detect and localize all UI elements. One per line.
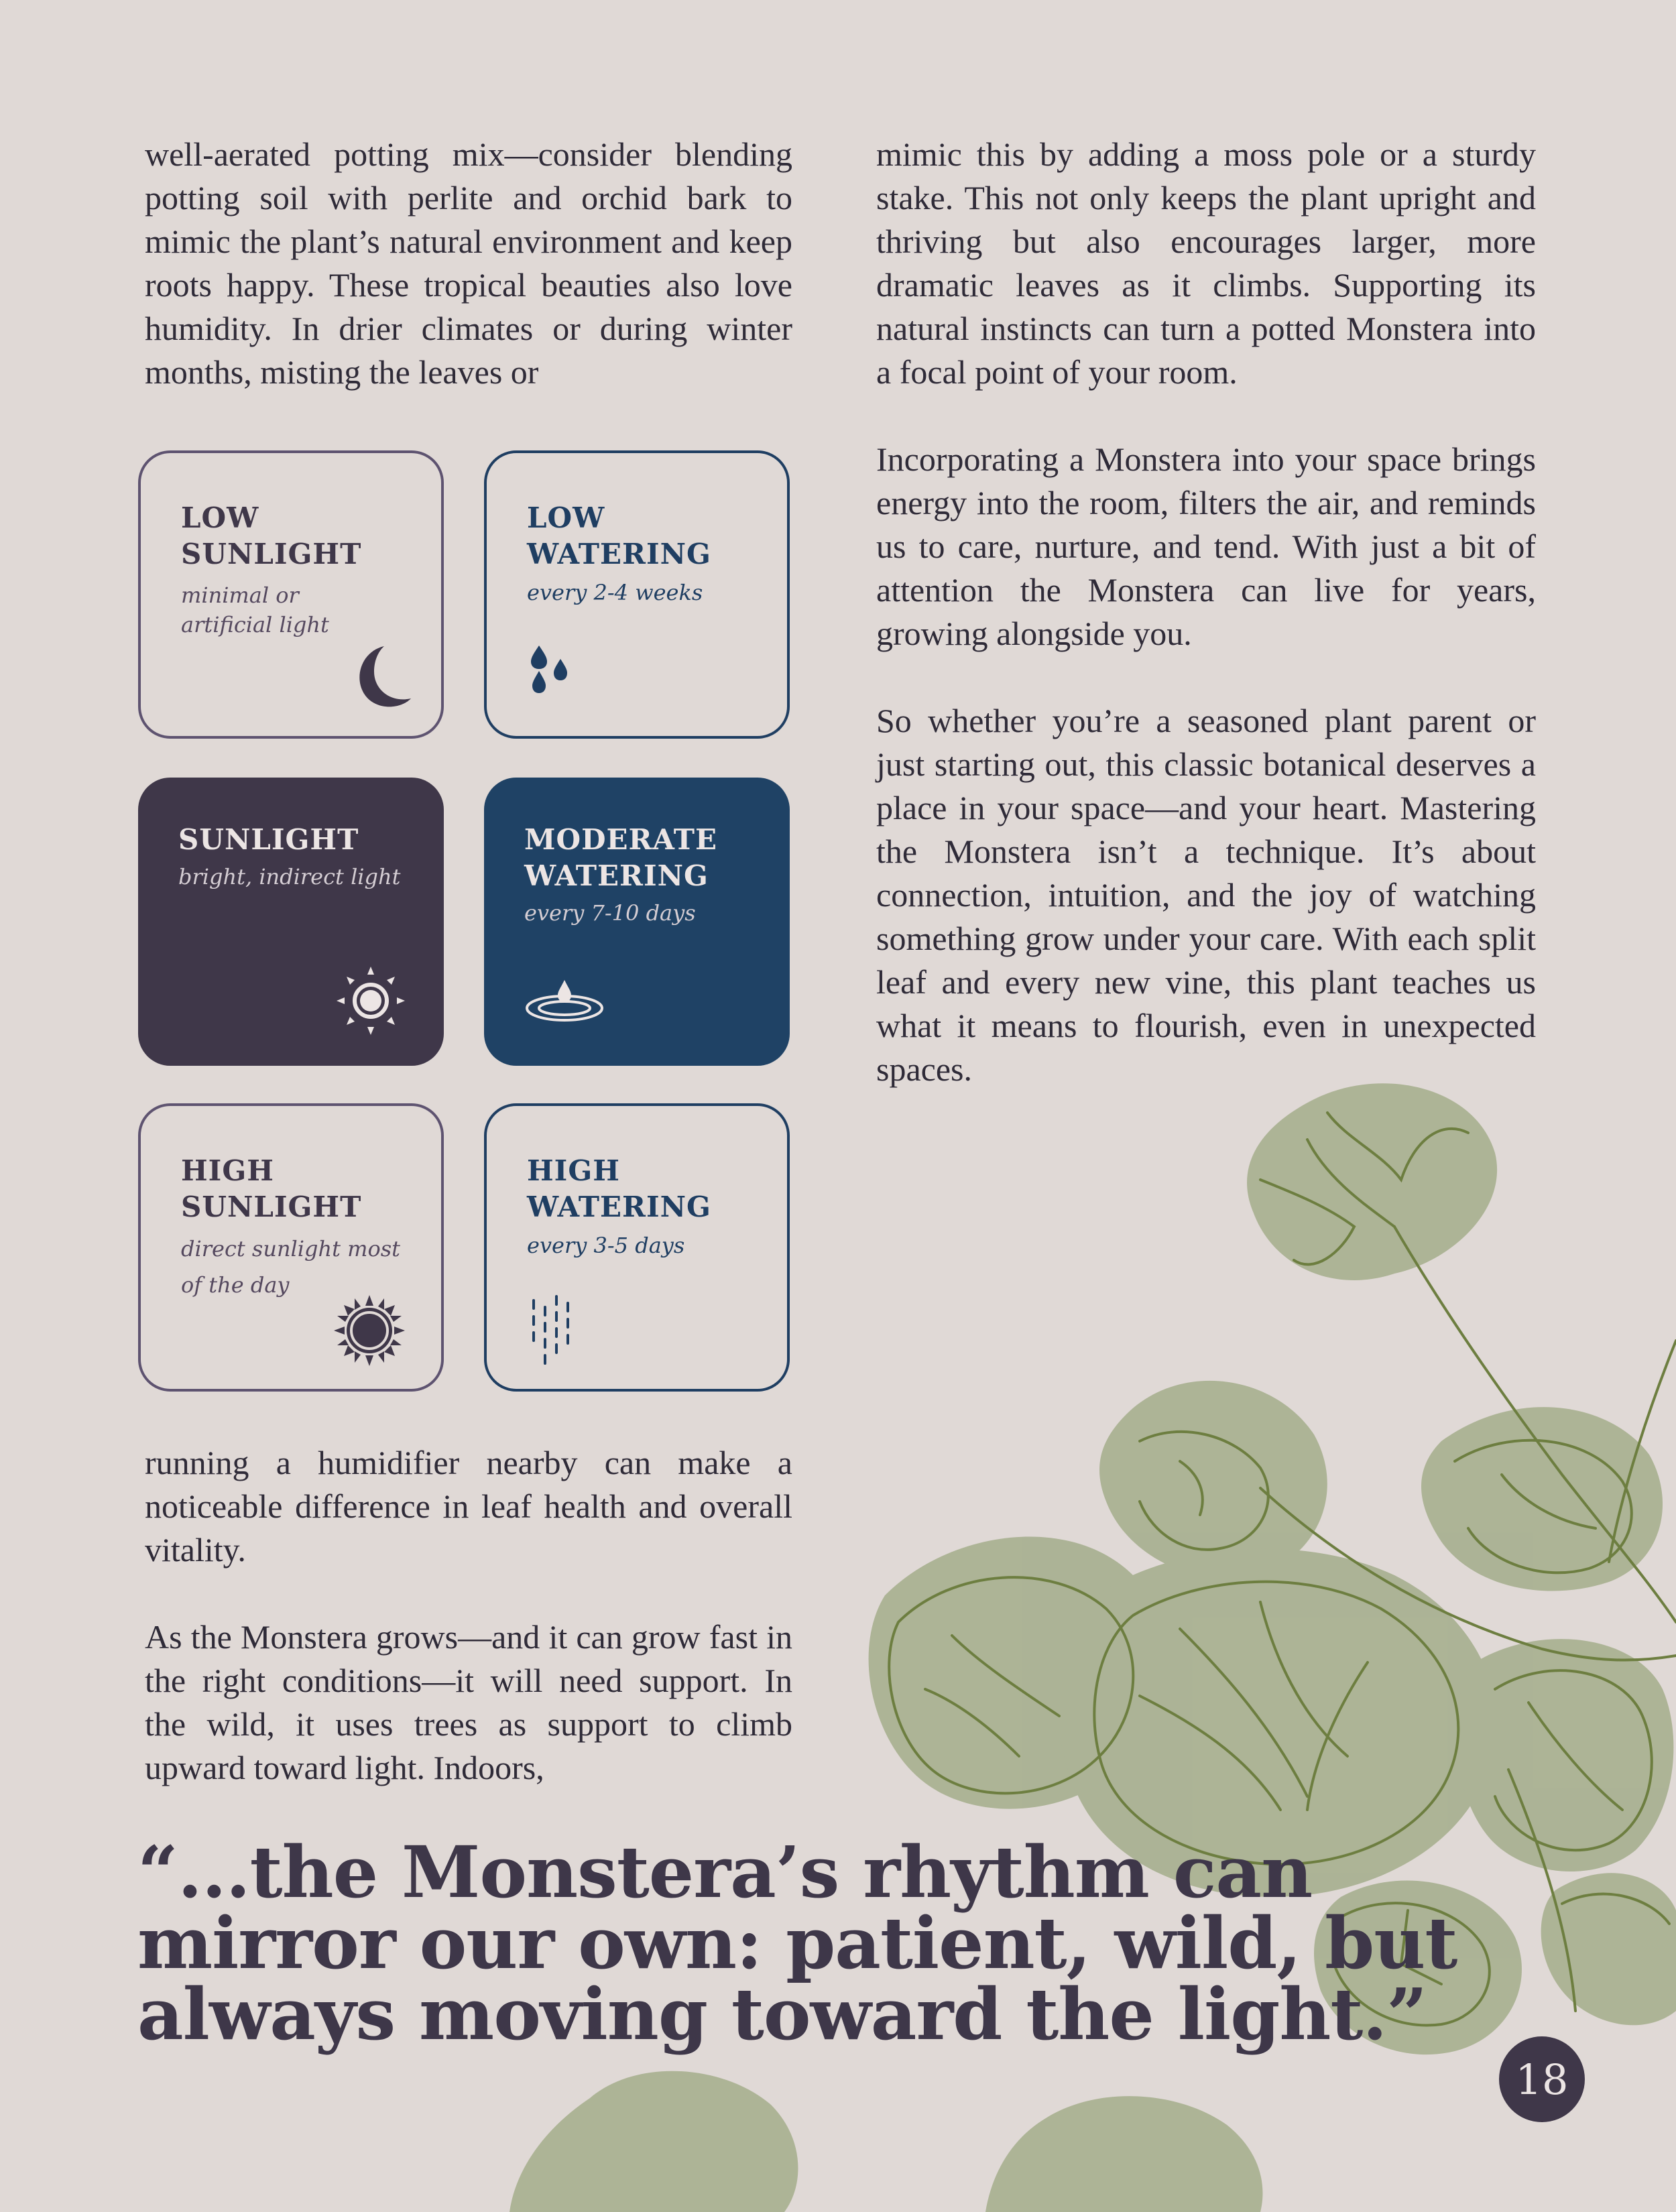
- card-subtitle: direct sunlight most of the day: [181, 1236, 401, 1298]
- body-paragraph: Incorporating a Monstera into your space brings energy into the room, filters the air, and reminds us to care, nurture, and tend. With just a bit of attention the Monstera can live for years, growing alongside you.: [876, 440, 1536, 652]
- page-number: 18: [1499, 2036, 1585, 2122]
- card-title: HIGH SUNLIGHT: [181, 1154, 362, 1223]
- pull-quote-line: always moving toward the light.”: [137, 1972, 1427, 2056]
- pull-quote-line: mirror our own: patient, wild, but: [137, 1901, 1457, 1985]
- body-paragraph: As the Monstera grows—and it can grow fast in the right conditions—it will need support. In the wild, it uses trees as support to climb upward toward light. Indoors,: [145, 1618, 792, 1786]
- body-paragraph: mimic this by adding a moss pole or a sturdy stake. This not only keeps the plant upright and thriving but also encourages larger, more dramatic leaves as it climbs. Supporting its natural instincts can turn a potted Monstera into a focal point of your room.: [876, 135, 1536, 391]
- body-paragraph: well-aerated potting mix—consider blending potting soil with perlite and orchid bark to mimic the plant’s natural environment and keep roots happy. These tropical beauties also love humidity. In drier climates or during winter months, misting the leaves or: [145, 135, 792, 391]
- card-title: SUNLIGHT: [178, 823, 359, 856]
- pull-quote: [137, 1830, 1478, 2056]
- card-title: MODERATE WATERING: [524, 823, 717, 892]
- card-title: LOW SUNLIGHT: [181, 501, 362, 570]
- card-subtitle: every 2-4 weeks: [527, 580, 703, 605]
- body-paragraph: running a humidifier nearby can make a noticeable difference in leaf health and overall vitality.: [145, 1444, 792, 1569]
- card-subtitle: every 3-5 days: [527, 1233, 685, 1258]
- body-paragraph: So whether you’re a seasoned plant parent or just starting out, this classic botanical deserves a place in your space—and your heart. Mastering the Monstera isn’t a technique. It’s about connection, intuition, and the joy of watching something grow under your care. With each split leaf and every new vine, this plant teaches us what it means to flourish, even in unexpected spaces.: [876, 702, 1536, 1088]
- pull-quote-line: “...the Monstera’s rhythm can: [137, 1830, 1313, 1914]
- card-subtitle: minimal or artificial light: [181, 582, 329, 637]
- right-column: [876, 133, 1536, 1091]
- left-column-bottom: [145, 1441, 792, 1790]
- card-subtitle: every 7-10 days: [524, 900, 696, 926]
- card-title: LOW WATERING: [527, 501, 711, 570]
- card-title: HIGH WATERING: [527, 1154, 711, 1223]
- card-subtitle: bright, indirect light: [178, 864, 401, 889]
- left-column-top: [145, 133, 792, 394]
